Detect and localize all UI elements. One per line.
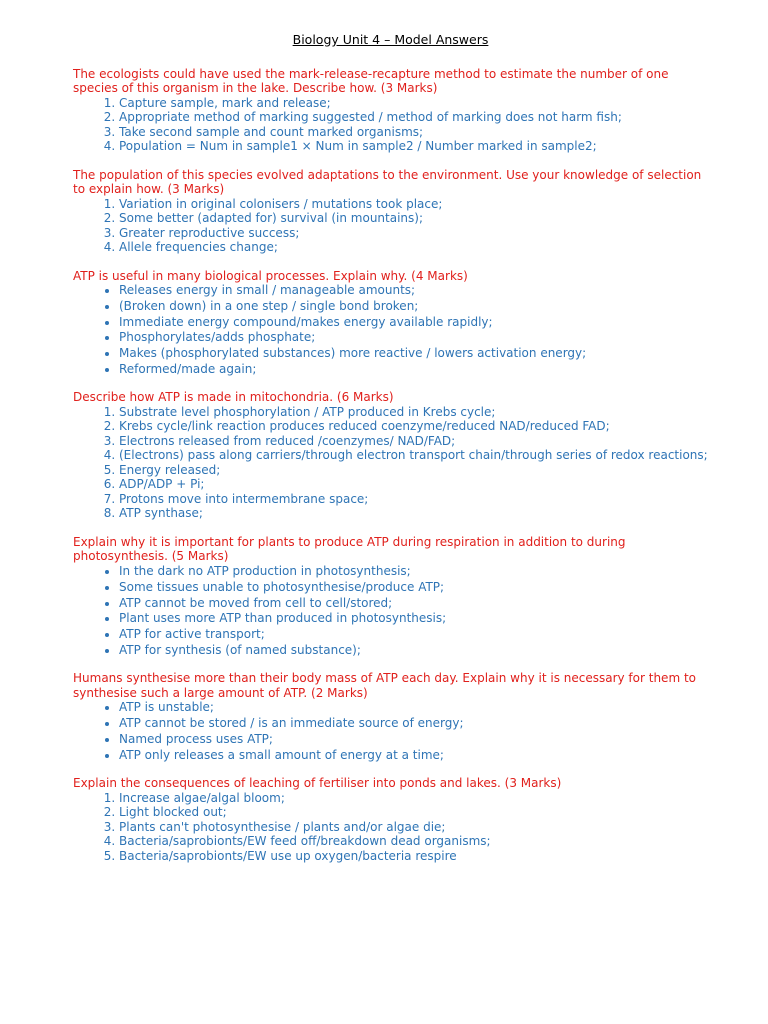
answer-item: 3. Electrons released from reduced /coenzymes/ NAD/FAD;	[119, 434, 708, 449]
answer-item: 2. Appropriate method of marking suggested / method of marking does not harm fish;	[119, 110, 708, 125]
question-text: Describe how ATP is made in mitochondria. (6 Marks)	[73, 390, 394, 405]
sections-container	[73, 67, 708, 864]
numbered-answer-list	[73, 791, 708, 864]
question-text: Explain why it is important for plants to produce ATP during respiration in addition to during photosynthesis. (5 Marks)	[73, 534, 626, 564]
answer-item: • In the dark no ATP production in photosynthesis;	[119, 564, 708, 579]
question-section	[73, 390, 708, 521]
question-text: The ecologists could have used the mark-release-recapture method to estimate the number of one species of this organism in the lake. Describe how. (3 Marks)	[73, 66, 669, 95]
bullet-answer-list	[73, 283, 708, 376]
question-text: Humans synthesise more than their body mass of ATP each day. Explain why it is necessary for them to synthesise such a large amount of ATP. (2 Marks)	[73, 671, 696, 700]
question-section	[73, 67, 708, 154]
answer-item: • ATP only releases a small amount of energy at a time;	[119, 748, 708, 763]
question-text: Explain the consequences of leaching of fertiliser into ponds and lakes. (3 Marks)	[73, 776, 562, 791]
numbered-answer-list	[73, 405, 708, 521]
answer-item: • ATP for active transport;	[119, 627, 708, 642]
page-title: Biology Unit 4 – Model Answers	[292, 32, 489, 47]
answer-item: 5. Energy released;	[119, 463, 708, 478]
answer-item: • Releases energy in small / manageable amounts;	[119, 283, 708, 298]
answer-item: 1. Capture sample, mark and release;	[119, 96, 708, 111]
answer-item: 3. Greater reproductive success;	[119, 226, 708, 241]
answer-item: 3. Take second sample and count marked organisms;	[119, 125, 708, 140]
numbered-answer-list	[73, 197, 708, 255]
answer-item: 4. (Electrons) pass along carriers/through electron transport chain/through series of redox reactions;	[119, 448, 708, 463]
question-section	[73, 168, 708, 255]
answer-item: 3. Plants can't photosynthesise / plants and/or algae die;	[119, 820, 708, 835]
answer-item: 1. Increase algae/algal bloom;	[119, 791, 708, 806]
answer-item: 2. Some better (adapted for) survival (in mountains);	[119, 211, 708, 226]
answer-item: • Makes (phosphorylated substances) more reactive / lowers activation energy;	[119, 346, 708, 361]
answer-item: • ATP is unstable;	[119, 700, 708, 715]
answer-item: 7. Protons move into intermembrane space;	[119, 492, 708, 507]
answer-item: 4. Allele frequencies change;	[119, 240, 708, 255]
question-section	[73, 776, 708, 863]
question-section	[73, 535, 708, 657]
answer-item: 5. Bacteria/saprobionts/EW use up oxygen/bacteria respire	[119, 849, 708, 864]
answer-item: 1. Variation in original colonisers / mutations took place;	[119, 197, 708, 212]
answer-item: 6. ADP/ADP + Pi;	[119, 477, 708, 492]
numbered-answer-list	[73, 96, 708, 154]
question-section	[73, 671, 708, 762]
question-section	[73, 269, 708, 377]
answer-item: • ATP cannot be stored / is an immediate source of energy;	[119, 716, 708, 731]
question-text: ATP is useful in many biological processes. Explain why. (4 Marks)	[73, 268, 468, 283]
answer-item: 4. Bacteria/saprobionts/EW feed off/breakdown dead organisms;	[119, 834, 708, 849]
answer-item: • Some tissues unable to photosynthesise/produce ATP;	[119, 580, 708, 595]
answer-item: • Phosphorylates/adds phosphate;	[119, 330, 708, 345]
answer-item: 1. Substrate level phosphorylation / ATP produced in Krebs cycle;	[119, 405, 708, 420]
answer-item: • ATP for synthesis (of named substance);	[119, 643, 708, 658]
answer-item: • Plant uses more ATP than produced in photosynthesis;	[119, 611, 708, 626]
question-text: The population of this species evolved adaptations to the environment. Use your knowledge of selection to explain how. (3 Marks)	[73, 167, 702, 196]
answer-item: • Immediate energy compound/makes energy available rapidly;	[119, 315, 708, 330]
answer-item: 4. Population = Num in sample1 × Num in sample2 / Number marked in sample2;	[119, 139, 708, 154]
bullet-answer-list	[73, 564, 708, 657]
answer-item: 2. Light blocked out;	[119, 805, 708, 820]
answer-item: • ATP cannot be moved from cell to cell/stored;	[119, 596, 708, 611]
answer-item: • Named process uses ATP;	[119, 732, 708, 747]
answer-item: 8. ATP synthase;	[119, 506, 708, 521]
bullet-answer-list	[73, 700, 708, 762]
answer-item: • (Broken down) in a one step / single bond broken;	[119, 299, 708, 314]
answer-item: 2. Krebs cycle/link reaction produces reduced coenzyme/reduced NAD/reduced FAD;	[119, 419, 708, 434]
answer-item: • Reformed/made again;	[119, 362, 708, 377]
